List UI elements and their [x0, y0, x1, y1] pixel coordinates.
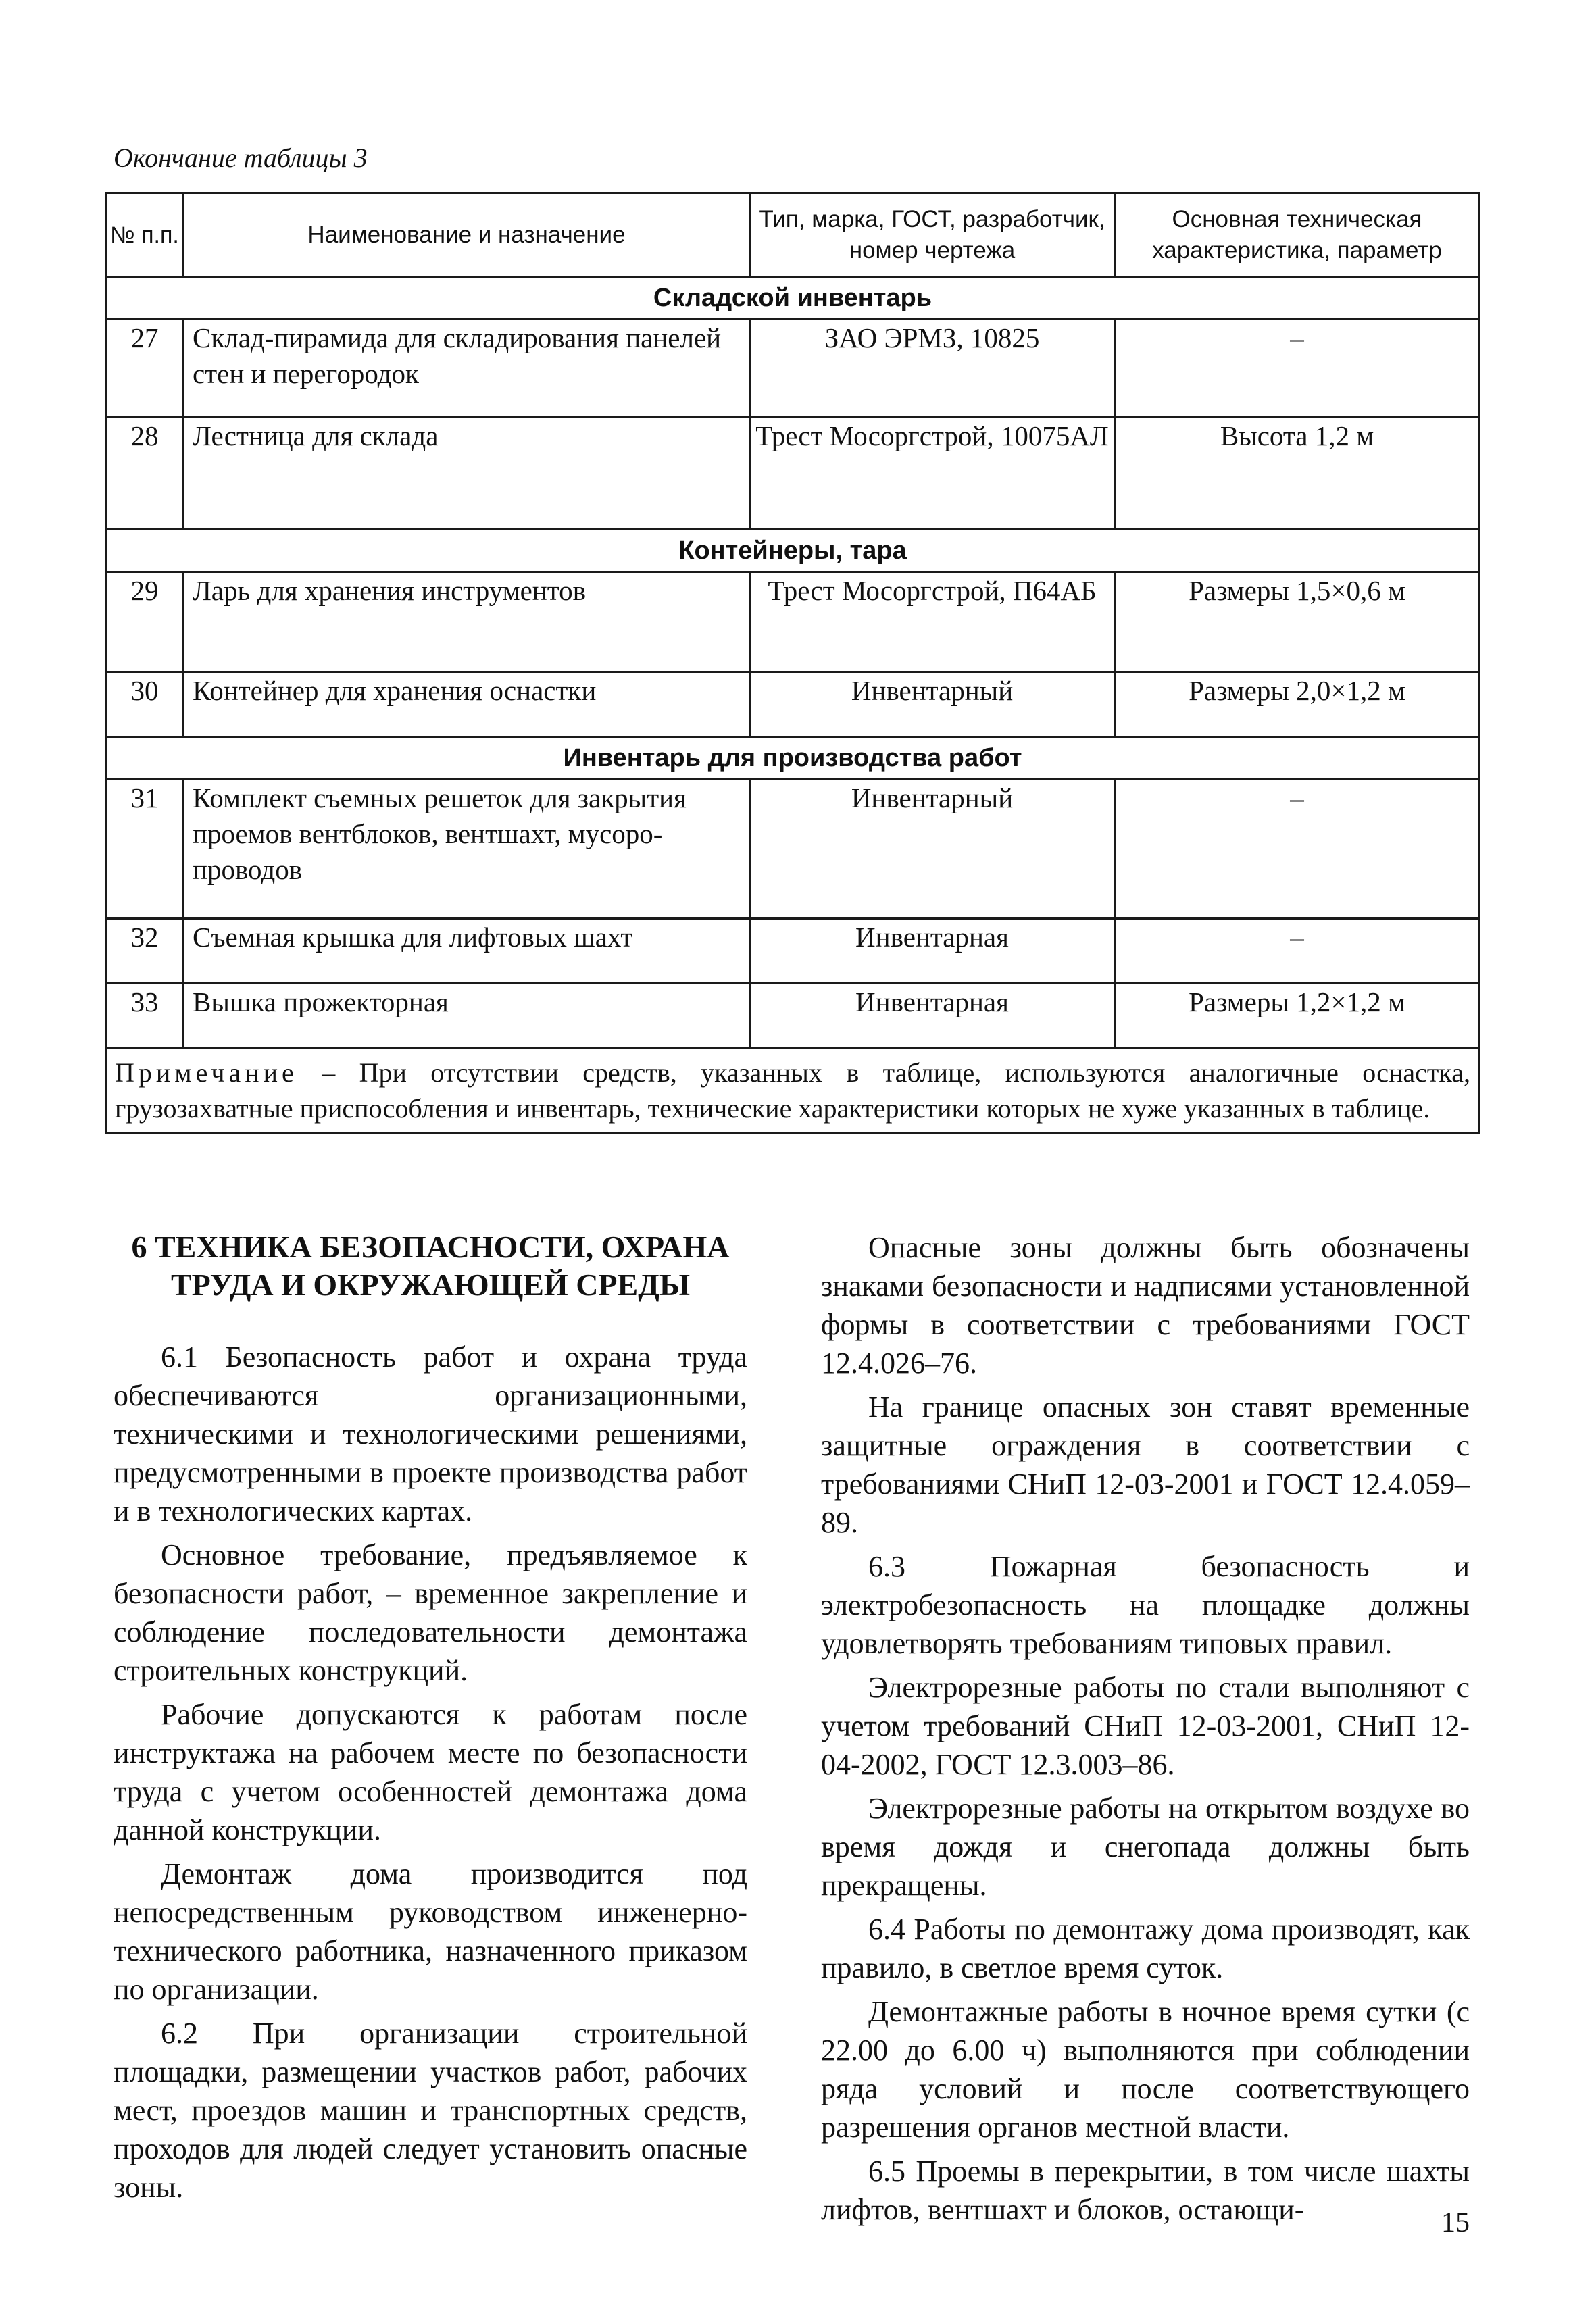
- table-row: [106, 919, 1480, 984]
- table-note-row: [106, 1049, 1480, 1133]
- section-row: [106, 530, 1480, 572]
- paragraph: 6.2 При организации строительной площадки, размещении участков работ, рабочих мест, проездов машин и транспортных средств, проходов для людей следует установить опасные зоны.: [114, 2017, 747, 2204]
- page-number: 15: [1441, 2207, 1470, 2238]
- paragraph: 6.3 Пожарная безопасность и электробезопасность на площадке должны удовлетворять требованиям типовых правил.: [821, 1550, 1470, 1660]
- header-num: № п.п.: [106, 193, 184, 277]
- section-heading: 6 ТЕХНИКА БЕЗОПАСНОСТИ, ОХРАНА ТРУДА И ОКРУЖАЮЩЕЙ СРЕДЫ: [131, 1230, 730, 1302]
- section-title: Инвентарь для производства работ: [106, 737, 1480, 780]
- paragraph: Основное требование, предъявляемое к безопасности работ, – временное закрепление и соблюдение последовательности демонтажа строительных конструкций.: [114, 1538, 747, 1687]
- row-name: Склад-пирамида для складирования панелей стен и перегородок: [184, 320, 750, 418]
- paragraph: Рабочие допускаются к работам после инструктажа на рабочем месте по безопасности труда с учетом особенностей демонтажа дома данной конструкции.: [114, 1698, 747, 1846]
- table-row: [106, 672, 1480, 737]
- note-label: Примечание: [115, 1057, 298, 1088]
- section-row: [106, 277, 1480, 320]
- row-name: Комплект съемных решеток для закрытия проемов вентблоков, вентшахт, мусоропроводов: [184, 780, 750, 919]
- row-type: Инвентарный: [750, 780, 1115, 919]
- row-type: Трест Мосоргстрой, 10075АЛ: [750, 418, 1115, 530]
- row-param: Высота 1,2 м: [1115, 418, 1480, 530]
- paragraph: Опасные зоны должны быть обозначены знаками безопасности и надписями установленной формы в соответствии с требованиями ГОСТ 12.4.026–76.: [821, 1231, 1470, 1380]
- header-name: Наименование и назначение: [184, 193, 750, 277]
- paragraph: 6.1 Безопасность работ и охрана труда обеспечиваются организационными, техническими и технологическими решениями, предусмотренными в проекте производства работ и в технологических картах.: [114, 1340, 747, 1528]
- section-title: Складской инвентарь: [106, 277, 1480, 320]
- equipment-table: [105, 192, 1480, 1134]
- paragraph: Демонтажные работы в ночное время сутки (с 22.00 до 6.00 ч) выполняются при соблюдении ряда условий и после соответствующего разрешения органов местной власти.: [821, 1995, 1470, 2144]
- table-row: [106, 984, 1480, 1049]
- table-header-row: [106, 193, 1480, 277]
- row-type: Трест Мосоргстрой, П64АБ: [750, 572, 1115, 672]
- paragraph: Демонтаж дома производится под непосредственным руководством инженерно-технического работника, назначенного приказом по организации.: [114, 1857, 747, 2006]
- section-title: Контейнеры, тара: [106, 530, 1480, 572]
- row-type: Инвентарный: [750, 672, 1115, 737]
- row-param: Размеры 1,2×1,2 м: [1115, 984, 1480, 1049]
- header-type: Тип, марка, ГОСТ, разработчик, номер чертежа: [750, 193, 1115, 277]
- row-param: Размеры 1,5×0,6 м: [1115, 572, 1480, 672]
- paragraph: Электрорезные работы по стали выполняют с учетом требований СНиП 12-03-2001, СНиП 12-04-2002, ГОСТ 12.3.003–86.: [821, 1671, 1470, 1781]
- row-name: Съемная крышка для лифтовых шахт: [184, 919, 750, 984]
- row-name: Вышка прожекторная: [184, 984, 750, 1049]
- table-row: [106, 780, 1480, 919]
- header-param: Основная техническая характеристика, параметр: [1115, 193, 1480, 277]
- row-type: Инвентарная: [750, 919, 1115, 984]
- row-param: –: [1115, 320, 1480, 418]
- row-param: –: [1115, 780, 1480, 919]
- row-num: 28: [106, 418, 184, 530]
- table-row: [106, 572, 1480, 672]
- note-text: – При отсутствии средств, указанных в таблице, используются аналогичные оснастка, грузозахватные приспособления и инвентарь, технические характеристики которых не хуже указанных в таблице.: [115, 1057, 1470, 1124]
- row-num: 31: [106, 780, 184, 919]
- row-name: Контейнер для хранения оснастки: [184, 672, 750, 737]
- row-param: Размеры 2,0×1,2 м: [1115, 672, 1480, 737]
- table-note: [106, 1049, 1480, 1133]
- paragraph: 6.4 Работы по демонтажу дома производят, как правило, в светлое время суток.: [821, 1913, 1470, 1984]
- row-num: 29: [106, 572, 184, 672]
- row-type: ЗАО ЭРМЗ, 10825: [750, 320, 1115, 418]
- row-num: 32: [106, 919, 184, 984]
- left-column: [114, 1228, 747, 2212]
- row-param: –: [1115, 919, 1480, 984]
- paragraph: Электрорезные работы на открытом воздухе во время дождя и снегопада должны быть прекращены.: [821, 1792, 1470, 1902]
- table-row: [106, 320, 1480, 418]
- table-row: [106, 418, 1480, 530]
- paragraph: На границе опасных зон ставят временные защитные ограждения в соответствии с требованиями СНиП 12-03-2001 и ГОСТ 12.4.059–89.: [821, 1390, 1470, 1539]
- table-caption: Окончание таблицы 3: [114, 143, 368, 173]
- row-num: 33: [106, 984, 184, 1049]
- row-name: Лестница для склада: [184, 418, 750, 530]
- row-type: Инвентарная: [750, 984, 1115, 1049]
- section-row: [106, 737, 1480, 780]
- row-num: 27: [106, 320, 184, 418]
- paragraph: 6.5 Проемы в перекрытии, в том числе шахты лифтов, вентшахт и блоков, остающи-: [821, 2155, 1470, 2226]
- right-column: [821, 1228, 1470, 2234]
- row-num: 30: [106, 672, 184, 737]
- row-name: Ларь для хранения инструментов: [184, 572, 750, 672]
